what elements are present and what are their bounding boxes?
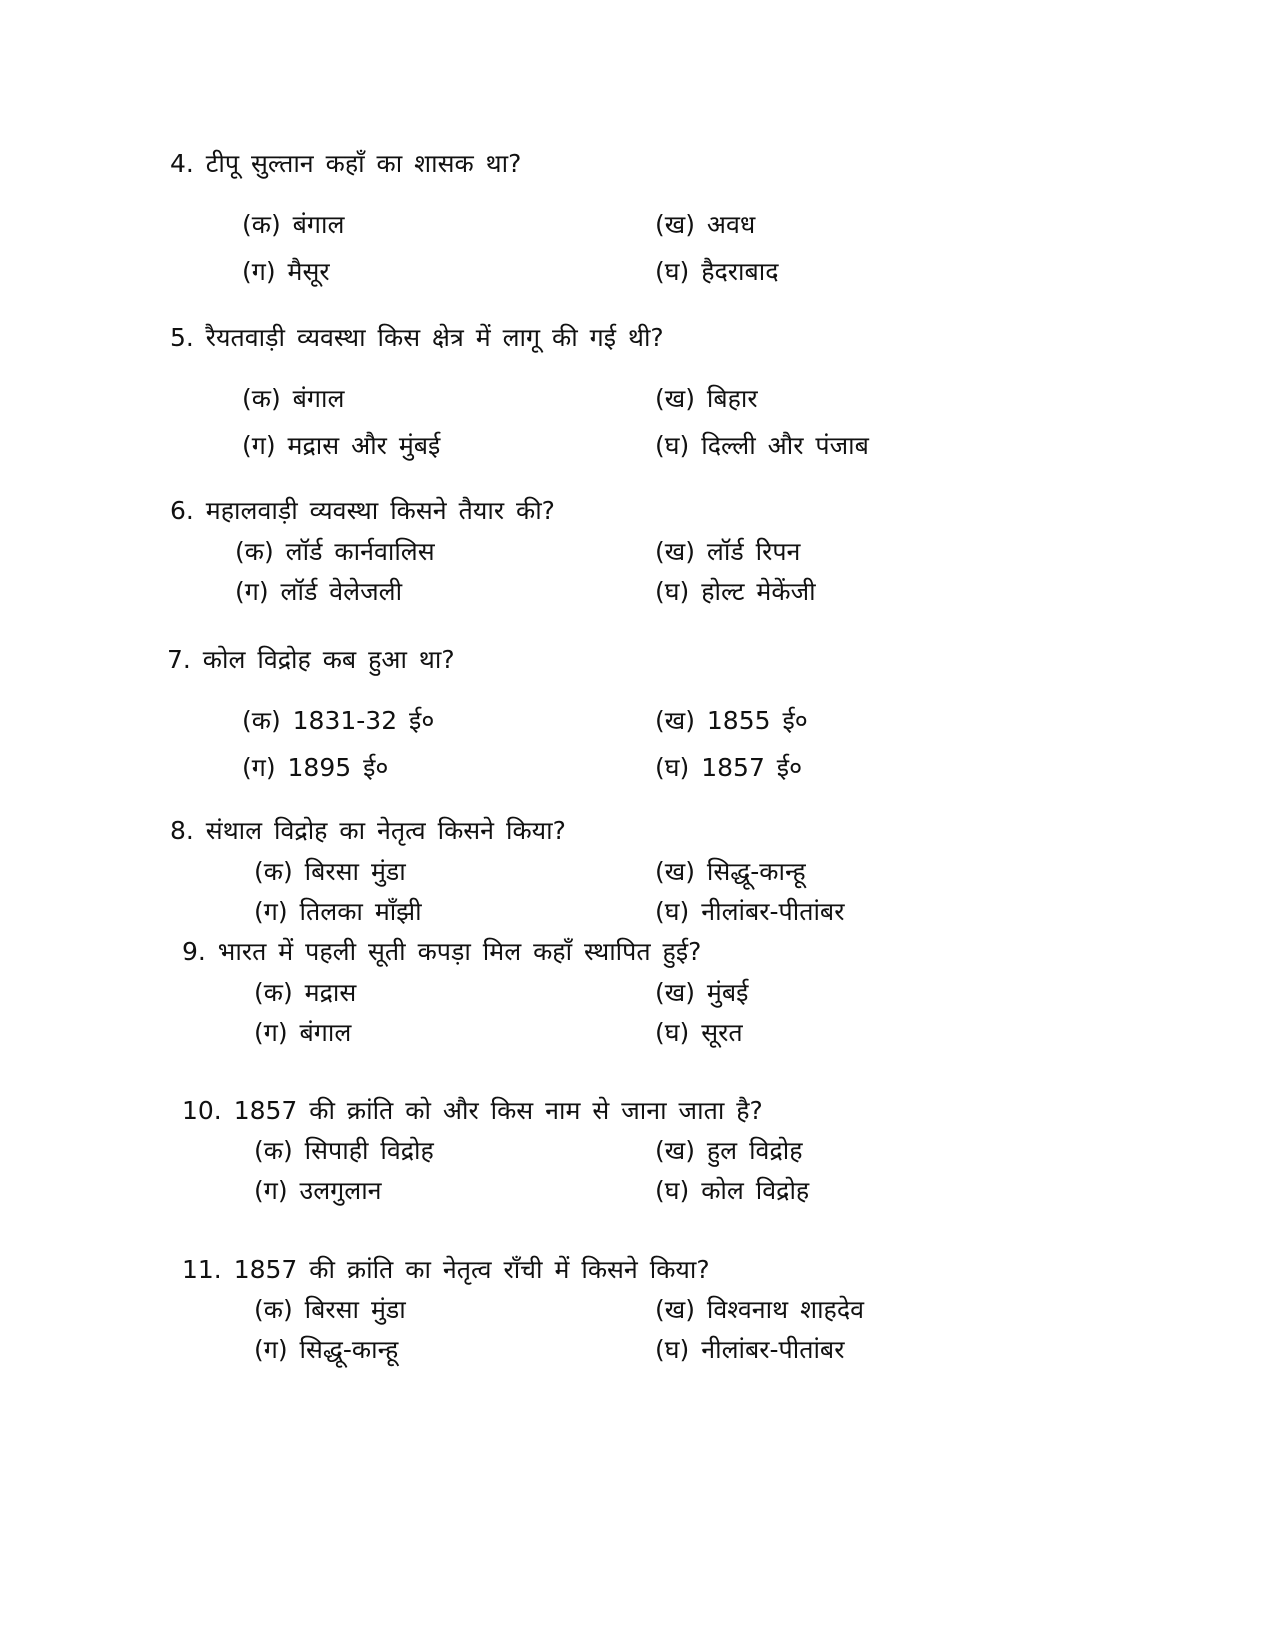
- question-7-option-gha: (घ) 1857 ई०: [655, 753, 803, 782]
- question-10-text: 10. 1857 की क्रांति को और किस नाम से जाना जाता है?: [182, 1096, 763, 1125]
- question-4-text: 4. टीपू सुल्तान कहाँ का शासक था?: [170, 149, 522, 178]
- question-4-option-ka: (क) बंगाल: [242, 210, 345, 239]
- question-8-text: 8. संथाल विद्रोह का नेतृत्व किसने किया?: [170, 816, 566, 845]
- question-5-option-kha: (ख) बिहार: [655, 384, 758, 413]
- question-11-option-ga: (ग) सिद्धू-कान्हू: [254, 1335, 399, 1364]
- question-10-option-gha: (घ) कोल विद्रोह: [655, 1176, 810, 1205]
- question-4-option-ga: (ग) मैसूर: [242, 257, 330, 286]
- question-6-option-kha: (ख) लॉर्ड रिपन: [655, 537, 801, 566]
- question-8-option-kha: (ख) सिद्धू-कान्हू: [655, 857, 806, 886]
- question-10-option-ga: (ग) उलगुलान: [254, 1176, 382, 1205]
- question-11-option-ka: (क) बिरसा मुंडा: [254, 1295, 406, 1324]
- question-11-option-kha: (ख) विश्वनाथ शाहदेव: [655, 1295, 865, 1324]
- question-4-option-gha: (घ) हैदराबाद: [655, 257, 779, 286]
- question-7-text: 7. कोल विद्रोह कब हुआ था?: [167, 645, 455, 674]
- question-11-text: 11. 1857 की क्रांति का नेतृत्व राँची में किसने किया?: [182, 1255, 710, 1284]
- question-7-option-ga: (ग) 1895 ई०: [242, 753, 389, 782]
- question-9-text: 9. भारत में पहली सूती कपड़ा मिल कहाँ स्थापित हुई?: [182, 937, 702, 966]
- question-9-option-gha: (घ) सूरत: [655, 1018, 743, 1047]
- question-5-option-ga: (ग) मद्रास और मुंबई: [242, 431, 441, 460]
- question-11-option-gha: (घ) नीलांबर-पीतांबर: [655, 1335, 845, 1364]
- question-7-option-ka: (क) 1831-32 ई०: [242, 706, 435, 735]
- question-4-option-kha: (ख) अवध: [655, 210, 756, 239]
- question-5-text: 5. रैयतवाड़ी व्यवस्था किस क्षेत्र में लागू की गई थी?: [170, 323, 664, 352]
- question-6-option-ka: (क) लॉर्ड कार्नवालिस: [235, 537, 435, 566]
- question-9-option-kha: (ख) मुंबई: [655, 978, 749, 1007]
- question-10-option-kha: (ख) हुल विद्रोह: [655, 1136, 803, 1165]
- question-5-option-ka: (क) बंगाल: [242, 384, 345, 413]
- question-9-option-ka: (क) मद्रास: [254, 978, 357, 1007]
- question-6-option-ga: (ग) लॉर्ड वेलेजली: [235, 577, 403, 606]
- question-8-option-ga: (ग) तिलका माँझी: [254, 897, 422, 926]
- question-9-option-ga: (ग) बंगाल: [254, 1018, 352, 1047]
- question-5-option-gha: (घ) दिल्ली और पंजाब: [655, 431, 869, 460]
- question-10-option-ka: (क) सिपाही विद्रोह: [254, 1136, 434, 1165]
- question-8-option-gha: (घ) नीलांबर-पीतांबर: [655, 897, 845, 926]
- question-8-option-ka: (क) बिरसा मुंडा: [254, 857, 406, 886]
- question-6-option-gha: (घ) होल्ट मेकेंजी: [655, 577, 816, 606]
- question-7-option-kha: (ख) 1855 ई०: [655, 706, 808, 735]
- question-6-text: 6. महालवाड़ी व्यवस्था किसने तैयार की?: [170, 496, 555, 525]
